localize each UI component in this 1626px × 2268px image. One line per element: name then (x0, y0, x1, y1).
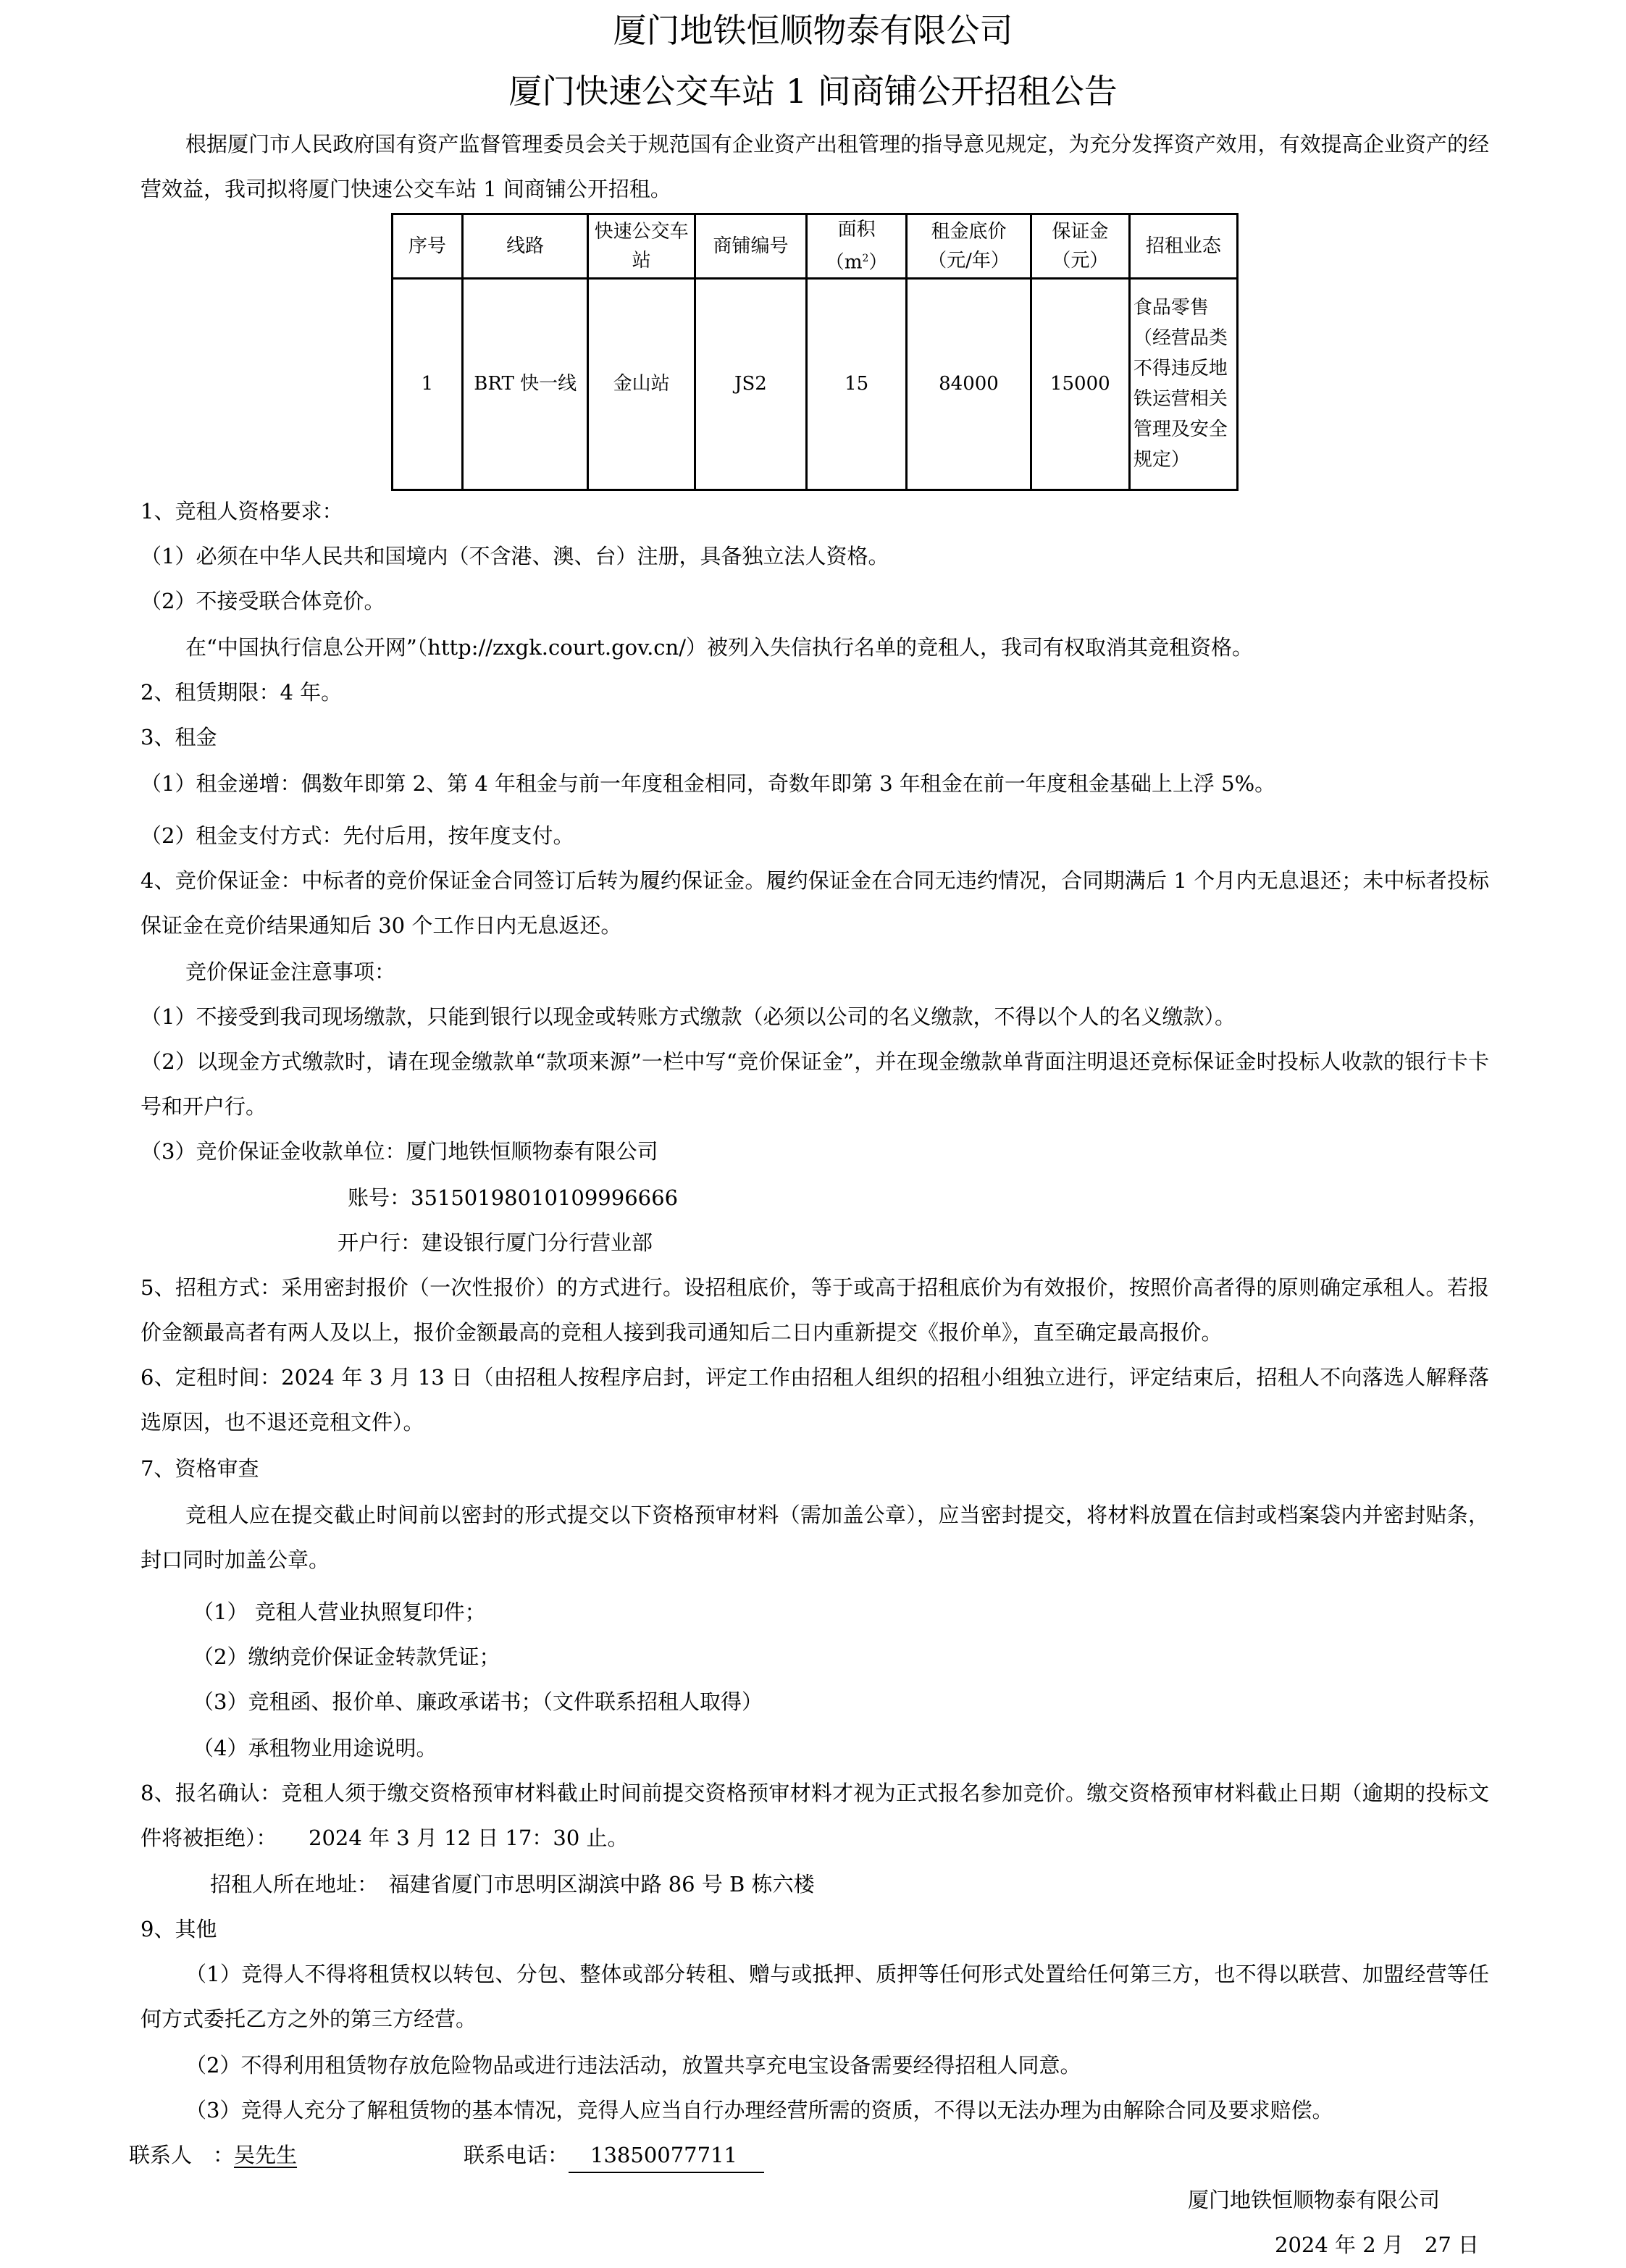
list-item: （3）竞得人充分了解租赁物的基本情况，竞得人应当自行办理经营所需的资质，不得以无法办理为由解除合同及要求赔偿。 (185, 2098, 1333, 2122)
section-6-paragraph: 6、定租时间：2024 年 3 月 13 日（由招租人按程序启封，评定工作由招租人组织的招租小组独立进行，评定结束后，招租人不向落选人解释落选原因，也不退还竞租文件）。 (141, 1365, 1489, 1435)
area-unit: m (844, 251, 863, 274)
header-rent: 租金底价（元/年） (907, 214, 1031, 279)
table-header-row (393, 214, 1238, 279)
text-line: 在“中国执行信息公开网”（http://zxgk.court.gov.cn/）被列入失信执行名单的竞租人，我司有权取消其竞租资格。 (185, 635, 1253, 660)
company-heading: 厦门地铁恒顺物泰有限公司 (613, 11, 1013, 50)
header-line: 线路 (462, 214, 588, 279)
area-label: 面积 (837, 219, 876, 240)
header-index: 序号 (393, 214, 463, 279)
page-title: 厦门快速公交车站 1 间商铺公开招租公告 (508, 72, 1118, 111)
section-5-paragraph: 5、招租方式：采用密封报价（一次性报价）的方式进行。设招租底价，等于或高于招租底价为有效报价，按照价高者得的原则确定承租人。若报价金额最高者有两人及以上，报价金额最高的竞租人接到我司通知后二日内重新提交《报价单》，直至确定最高报价。 (141, 1275, 1489, 1345)
account-number: 账号：35150198010109996666 (348, 1185, 679, 1210)
section-7-paragraph: 竞租人应在提交截止时间前以密封的形式提交以下资格预审材料（需加盖公章），应当密封提交，将材料放置在信封或档案袋内并密封贴条，封口同时加盖公章。 (141, 1503, 1489, 1572)
bank-name: 开户行：建设银行厦门分行营业部 (338, 1230, 653, 1255)
section-9-heading: 9、其他 (141, 1917, 217, 1941)
cell-shop-code: JS2 (695, 278, 806, 490)
list-item: （1）竞得人不得将租赁权以转包、分包、整体或部分转租、赠与或抵押、质押等任何形式处置给任何第三方，也不得以联营、加盟经营等任何方式委托乙方之外的第三方经营。 (141, 1962, 1489, 2031)
header-shop-code: 商铺编号 (695, 214, 806, 279)
section-2-heading: 2、租赁期限：4 年。 (141, 680, 343, 705)
intro-paragraph: 根据厦门市人民政府国有资产监督管理委员会关于规范国有企业资产出租管理的指导意见规定，为充分发挥资产效用，有效提高企业资产的经营效益，我司拟将厦门快速公交车站 1 间商铺公开招租。 (141, 132, 1489, 201)
cell-index: 1 (393, 278, 463, 490)
footer-date: 2024 年 2 月 27 日 (1275, 2233, 1480, 2257)
header-business-type: 招租业态 (1129, 214, 1237, 279)
contact-phone-label: 联系电话： (464, 2143, 569, 2167)
list-item: （2）不接受联合体竞价。 (141, 589, 385, 613)
list-item: （1）必须在中华人民共和国境内（不含港、澳、台）注册，具备独立法人资格。 (141, 544, 889, 568)
list-item: （3）竞价保证金收款单位：厦门地铁恒顺物泰有限公司 (141, 1139, 658, 1164)
contact-phone-number: 13850077711 (569, 2138, 764, 2173)
text-line: 竞价保证金注意事项： (185, 959, 396, 984)
list-item: （1）租金递增：偶数年即第 2、第 4 年租金与前一年度租金相同，奇数年即第 3 年租金在前一年度租金基础上上浮 5%。 (141, 771, 1276, 796)
list-item: （1）不接受到我司现场缴款，只能到银行以现金或转账方式缴款（必须以公司的名义缴款，不得以个人的名义缴款）。 (141, 1004, 1236, 1029)
section-4-paragraph: 4、竞价保证金：中标者的竞价保证金合同签订后转为履约保证金。履约保证金在合同无违约情况，合同期满后 1 个月内无息退还；未中标者投标保证金在竞价结果通知后 30 个工作日内无息返还。 (141, 868, 1489, 938)
list-item: （2）以现金方式缴款时，请在现金缴款单“款项来源”一栏中写“竞价保证金”，并在现金缴款单背面注明退还竞标保证金时投标人收款的银行卡卡号和开户行。 (141, 1049, 1489, 1119)
contact-person-label: 联系人 ： (129, 2143, 235, 2167)
cell-line: BRT 快一线 (462, 278, 588, 490)
shop-table (391, 213, 1239, 491)
header-deposit: 保证金（元） (1031, 214, 1129, 279)
list-item: （2）缴纳竞价保证金转款凭证； (193, 1645, 500, 1669)
footer-company: 厦门地铁恒顺物泰有限公司 (1188, 2188, 1441, 2212)
cell-deposit: 15000 (1031, 278, 1129, 490)
header-area: 面积 $(m^2)$ (807, 214, 907, 279)
table-row (393, 278, 1238, 490)
list-item: （4）承租物业用途说明。 (193, 1736, 437, 1760)
area-unit-sup: 2 (862, 253, 869, 264)
section-1-heading: 1、竞租人资格要求： (141, 499, 343, 524)
list-item: （2）不得利用租赁物存放危险物品或进行违法活动，放置共享充电宝设备需要经得招租人同意。 (185, 2053, 1081, 2078)
contact-phone (464, 2133, 764, 2177)
header-station: 快速公交车站 (588, 214, 695, 279)
cell-area: 15 (807, 278, 907, 490)
section-3-heading: 3、租金 (141, 725, 217, 749)
list-item: （1） 竞租人营业执照复印件； (193, 1600, 486, 1624)
contact-person-name: 吴先生 (234, 2143, 298, 2167)
list-item: （2）租金支付方式：先付后用，按年度支付。 (141, 823, 574, 848)
section-8-paragraph: 8、报名确认：竞租人须于缴交资格预审材料截止时间前提交资格预审材料才视为正式报名参加竞价。缴交资格预审材料截止日期（逾期的投标文件将被拒绝）： 2024 年 3 月 12 日 17：30 止。 (141, 1781, 1489, 1850)
contact-person (129, 2133, 297, 2177)
address-line: 招租人所在地址： 福建省厦门市思明区湖滨中路 86 号 B 栋六楼 (210, 1872, 815, 1897)
cell-station: 金山站 (588, 278, 695, 490)
cell-business-type: 食品零售（经营品类不得违反地铁运营相关管理及安全规定） (1129, 278, 1237, 490)
section-7-heading: 7、资格审查 (141, 1456, 259, 1481)
list-item: （3）竞租函、报价单、廉政承诺书；（文件联系招租人取得） (193, 1689, 763, 1714)
cell-rent: 84000 (907, 278, 1031, 490)
